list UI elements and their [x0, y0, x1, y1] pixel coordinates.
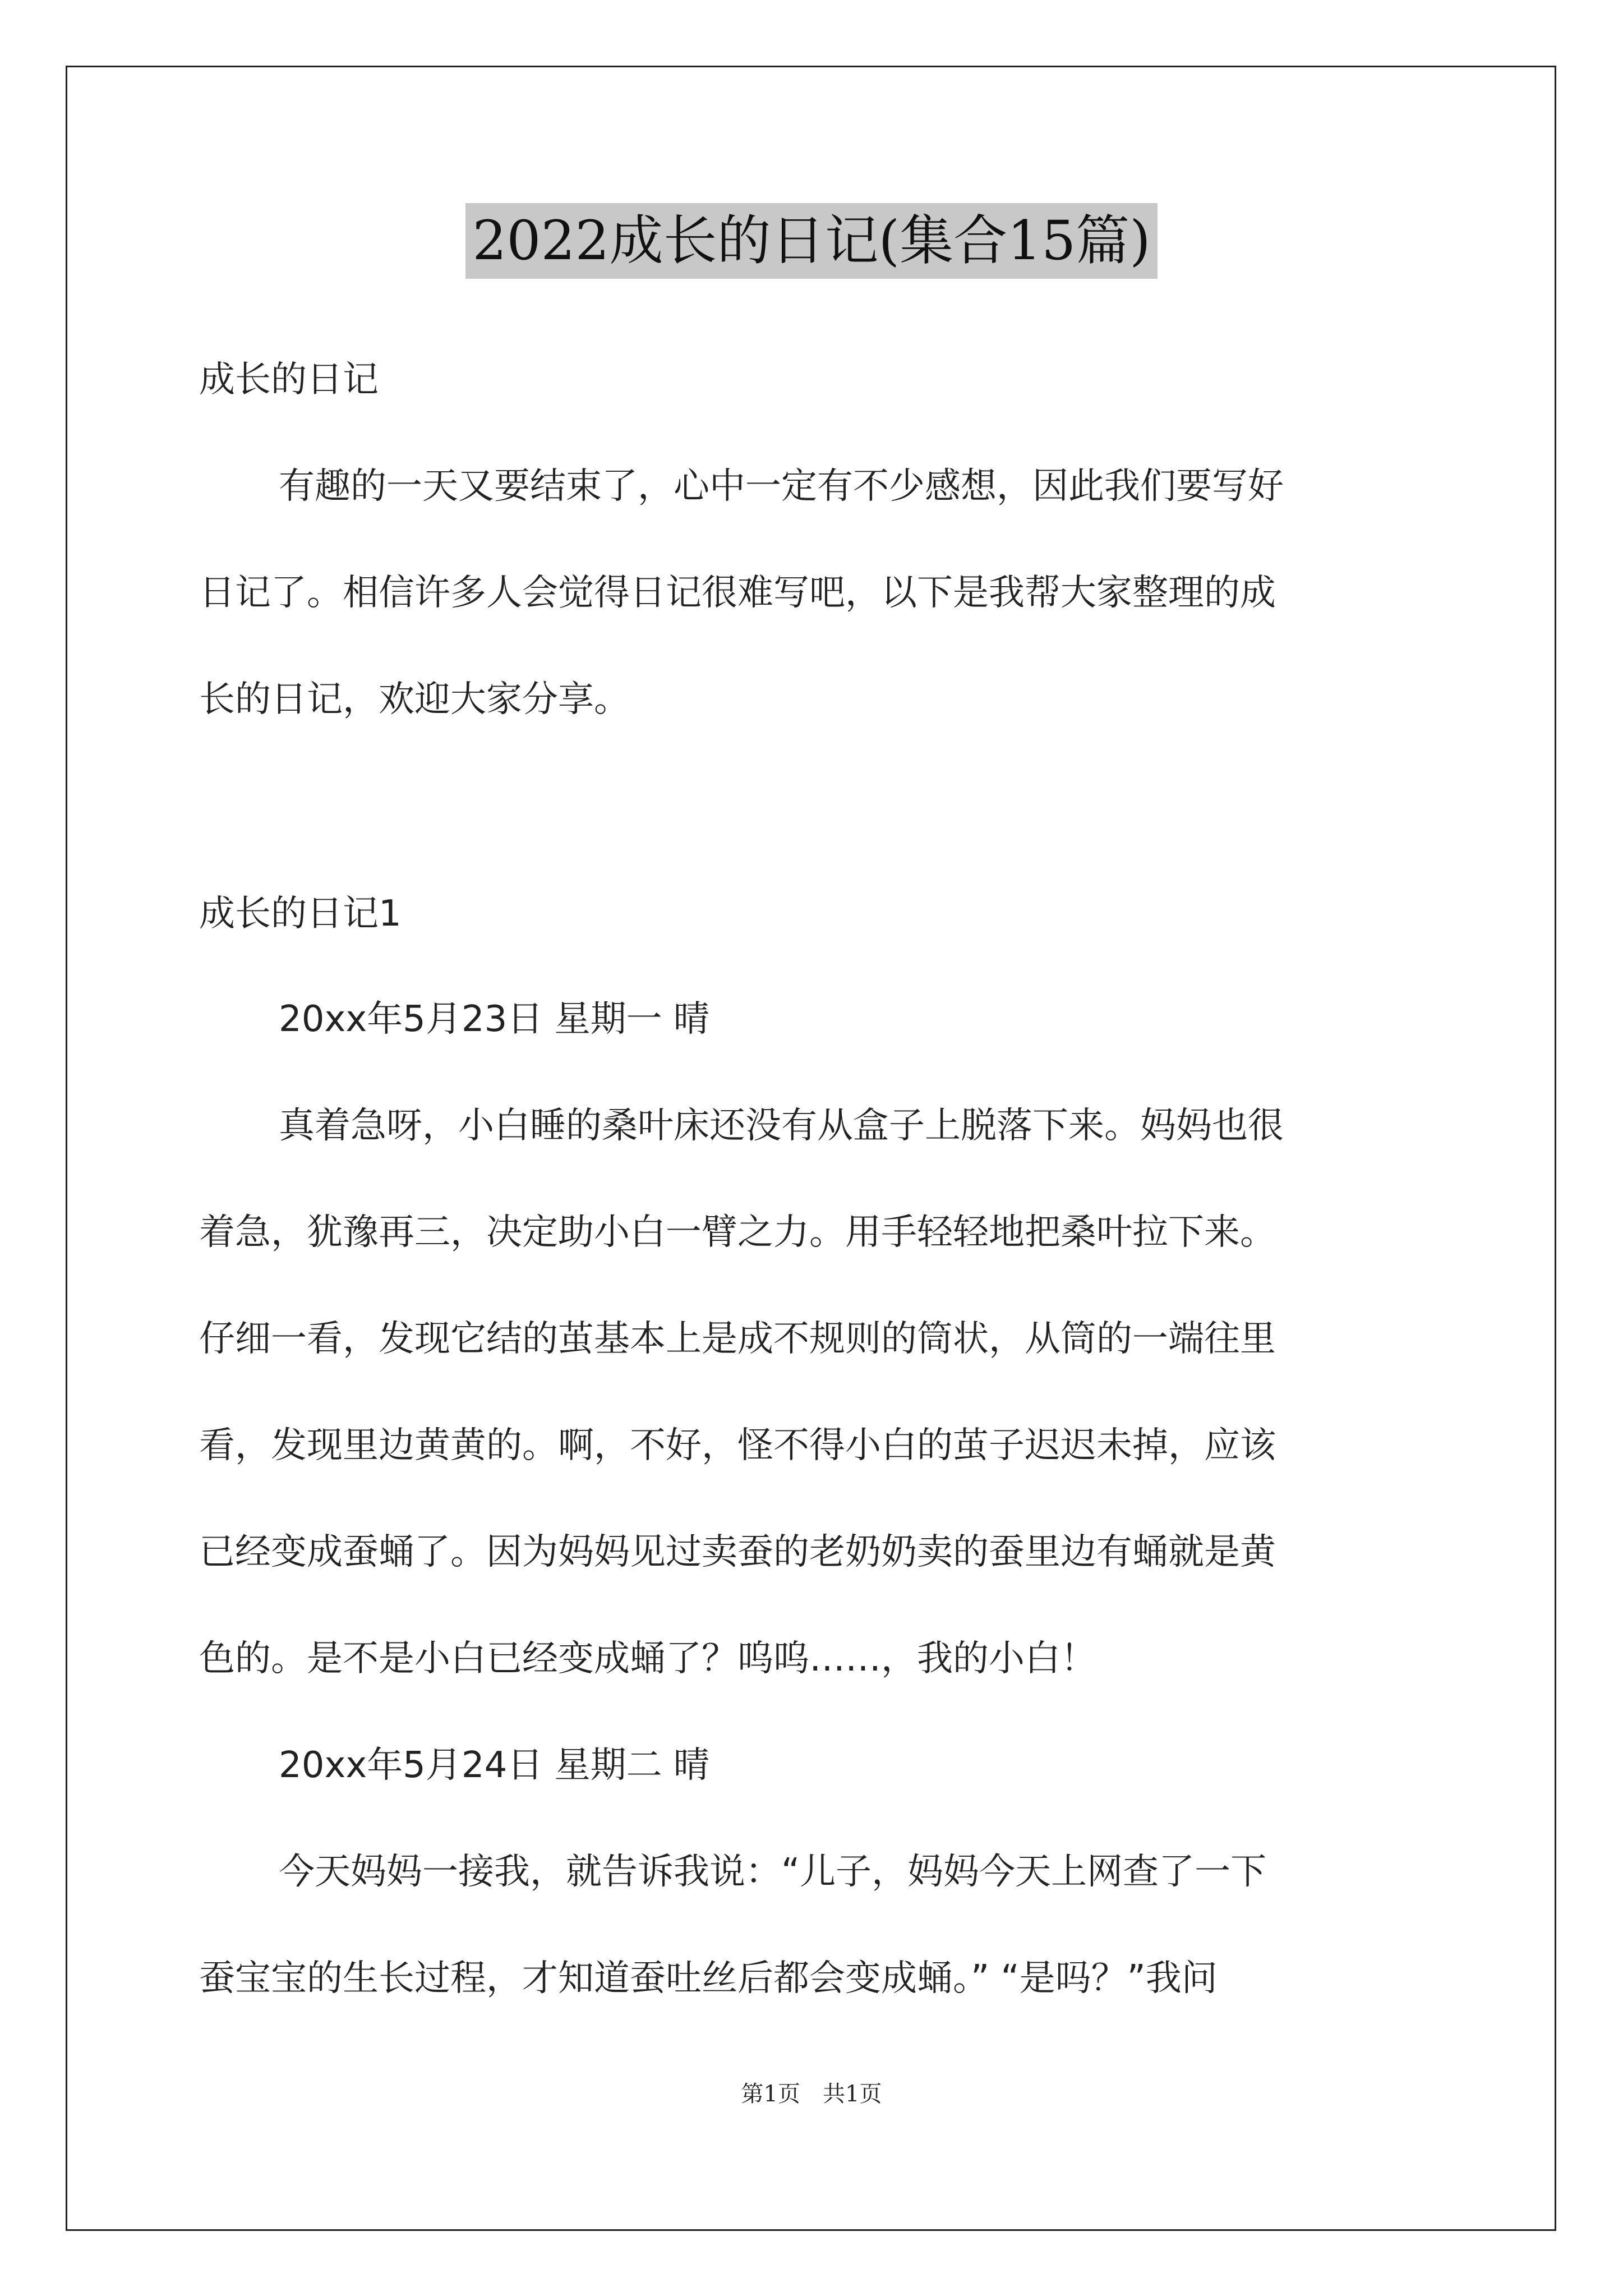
document-title-wrapper — [0, 203, 1623, 279]
paragraph-line: 真着急呀，小白睡的桑叶床还没有从盒子上脱落下来。妈妈也很 — [279, 1105, 1284, 1147]
page-footer: 第1页 共1页 — [741, 2081, 882, 2107]
diary-date: 20xx年5月24日 星期二 晴 — [279, 1745, 710, 1786]
paragraph-line: 看，发现里边黄黄的。啊，不好，怪不得小白的茧子迟迟未掉，应该 — [199, 1425, 1276, 1466]
paragraph-line: 今天妈妈一接我，就告诉我说：“儿子，妈妈今天上网查了一下 — [279, 1851, 1267, 1893]
paragraph-line: 有趣的一天又要结束了，心中一定有不少感想，因此我们要写好 — [279, 466, 1284, 507]
document-title: 2022成长的日记(集合15篇) — [465, 203, 1157, 279]
paragraph-line: 日记了。相信许多人会觉得日记很难写吧，以下是我帮大家整理的成 — [199, 572, 1276, 614]
paragraph-line: 着急，犹豫再三，决定助小白一臂之力。用手轻轻地把桑叶拉下来。 — [199, 1212, 1276, 1253]
section-heading: 成长的日记1 — [199, 893, 402, 935]
diary-date: 20xx年5月23日 星期一 晴 — [279, 999, 710, 1040]
paragraph-line: 仔细一看，发现它结的茧基本上是成不规则的筒状，从筒的一端往里 — [199, 1318, 1276, 1360]
paragraph-line: 色的。是不是小白已经变成蛹了？呜呜……，我的小白！ — [199, 1638, 1096, 1680]
section-heading: 成长的日记 — [199, 359, 379, 401]
paragraph-line: 已经变成蚕蛹了。因为妈妈见过卖蚕的老奶奶卖的蚕里边有蛹就是黄 — [199, 1531, 1276, 1573]
paragraph-line: 长的日记，欢迎大家分享。 — [199, 679, 630, 720]
paragraph-line: 蚕宝宝的生长过程，才知道蚕吐丝后都会变成蛹。” “是吗？”我问 — [199, 1958, 1218, 1999]
